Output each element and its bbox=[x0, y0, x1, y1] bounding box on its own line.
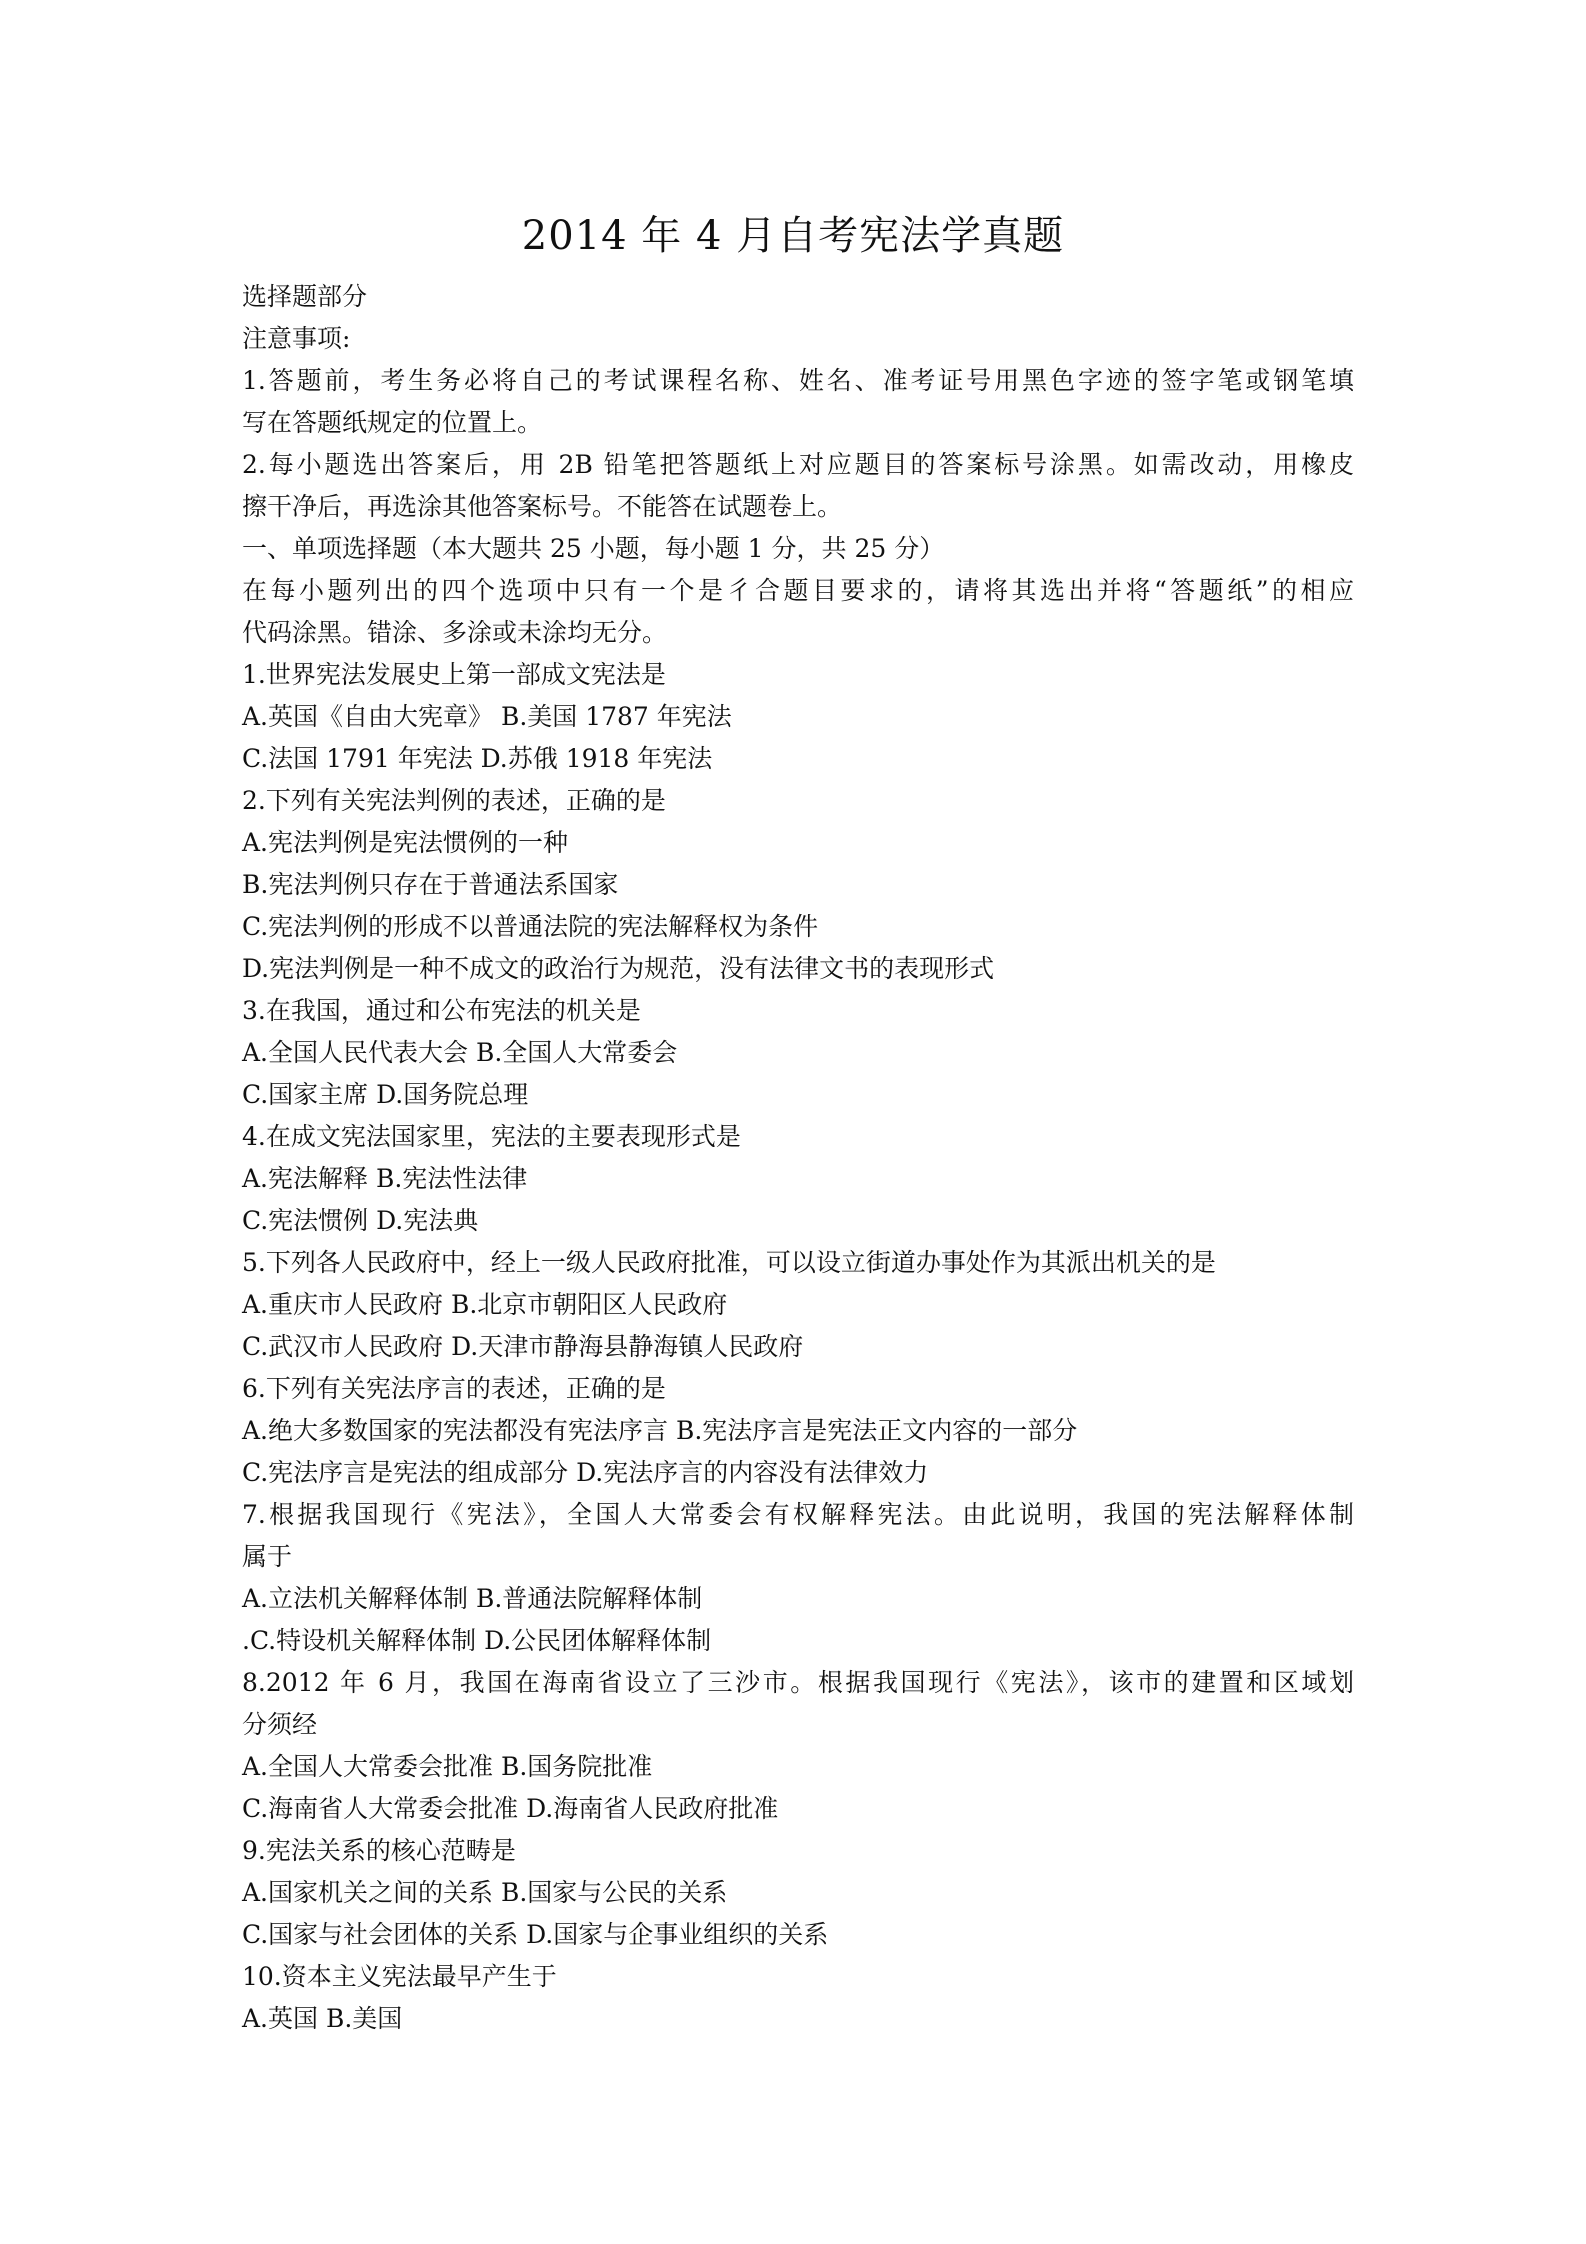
text-line: 1.答题前，考生务必将自己的考试课程名称、姓名、准考证号用黑色字迹的签字笔或钢笔填 bbox=[242, 366, 1354, 395]
text-line: A.英国《自由大宪章》 B.美国 1787 年宪法 bbox=[242, 702, 732, 731]
text-line: A.国家机关之间的关系 B.国家与公民的关系 bbox=[242, 1878, 728, 1907]
text-line: 2.下列有关宪法判例的表述，正确的是 bbox=[242, 786, 666, 815]
text-line: 6.下列有关宪法序言的表述，正确的是 bbox=[242, 1374, 666, 1403]
text-line: C.武汉市人民政府 D.天津市静海县静海镇人民政府 bbox=[242, 1332, 804, 1361]
text-line: 10.资本主义宪法最早产生于 bbox=[242, 1962, 557, 1991]
text-line: 分须经 bbox=[242, 1710, 318, 1739]
text-line: 写在答题纸规定的位置上。 bbox=[242, 408, 543, 437]
text-line: D.宪法判例是一种不成文的政治行为规范，没有法律文书的表现形式 bbox=[242, 954, 995, 983]
text-line: A.英国 B.美国 bbox=[242, 2004, 403, 2033]
text-line: 属于 bbox=[242, 1542, 293, 1571]
document-body bbox=[242, 276, 1354, 2040]
text-line: A.绝大多数国家的宪法都没有宪法序言 B.宪法序言是宪法正文内容的一部分 bbox=[242, 1416, 1078, 1445]
text-line: A.立法机关解释体制 B.普通法院解释体制 bbox=[242, 1584, 703, 1613]
text-line: 1.世界宪法发展史上第一部成文宪法是 bbox=[242, 660, 666, 689]
text-line: 一、单项选择题（本大题共 25 小题，每小题 1 分，共 25 分） bbox=[242, 534, 945, 563]
text-line: A.全国人大常委会批准 B.国务院批准 bbox=[242, 1752, 653, 1781]
text-line: 4.在成文宪法国家里，宪法的主要表现形式是 bbox=[242, 1122, 741, 1151]
text-line: 2.每小题选出答案后，用 2B 铅笔把答题纸上对应题目的答案标号涂黑。如需改动，用橡皮 bbox=[242, 450, 1354, 479]
text-line: C.宪法序言是宪法的组成部分 D.宪法序言的内容没有法律效力 bbox=[242, 1458, 929, 1487]
text-line: 注意事项: bbox=[242, 324, 351, 353]
text-line: 3.在我国，通过和公布宪法的机关是 bbox=[242, 996, 641, 1025]
text-line: .C.特设机关解释体制 D.公民团体解释体制 bbox=[242, 1626, 712, 1655]
text-line: A.宪法解释 B.宪法性法律 bbox=[242, 1164, 528, 1193]
text-line: 9.宪法关系的核心范畴是 bbox=[242, 1836, 516, 1865]
text-line: 代码涂黑。错涂、多涂或未涂均无分。 bbox=[242, 618, 668, 647]
text-line: 在每小题列出的四个选项中只有一个是彳合题目要求的，请将其选出并将“答题纸”的相应 bbox=[242, 576, 1354, 605]
text-line: A.全国人民代表大会 B.全国人大常委会 bbox=[242, 1038, 678, 1067]
text-line: C.国家主席 D.国务院总理 bbox=[242, 1080, 529, 1109]
text-line: B.宪法判例只存在于普通法系国家 bbox=[242, 870, 619, 899]
text-line: A.宪法判例是宪法惯例的一种 bbox=[242, 828, 569, 857]
text-line: 选择题部分 bbox=[242, 282, 368, 311]
text-line: 擦干净后，再选涂其他答案标号。不能答在试题卷上。 bbox=[242, 492, 843, 521]
text-line: C.法国 1791 年宪法 D.苏俄 1918 年宪法 bbox=[242, 744, 713, 773]
text-line: A.重庆市人民政府 B.北京市朝阳区人民政府 bbox=[242, 1290, 728, 1319]
text-line: 5.下列各人民政府中，经上一级人民政府批准，可以设立街道办事处作为其派出机关的是 bbox=[242, 1248, 1216, 1277]
text-line: 7.根据我国现行《宪法》，全国人大常委会有权解释宪法。由此说明，我国的宪法解释体制 bbox=[242, 1500, 1354, 1529]
text-line: C.海南省人大常委会批准 D.海南省人民政府批准 bbox=[242, 1794, 779, 1823]
text-line: C.国家与社会团体的关系 D.国家与企事业组织的关系 bbox=[242, 1920, 829, 1949]
text-line: C.宪法惯例 D.宪法典 bbox=[242, 1206, 479, 1235]
text-line: 8.2012 年 6 月，我国在海南省设立了三沙市。根据我国现行《宪法》，该市的建置和区域划 bbox=[242, 1668, 1354, 1697]
text-line: C.宪法判例的形成不以普通法院的宪法解释权为条件 bbox=[242, 912, 819, 941]
document-title: 2014 年 4 月自考宪法学真题 bbox=[521, 213, 1065, 259]
